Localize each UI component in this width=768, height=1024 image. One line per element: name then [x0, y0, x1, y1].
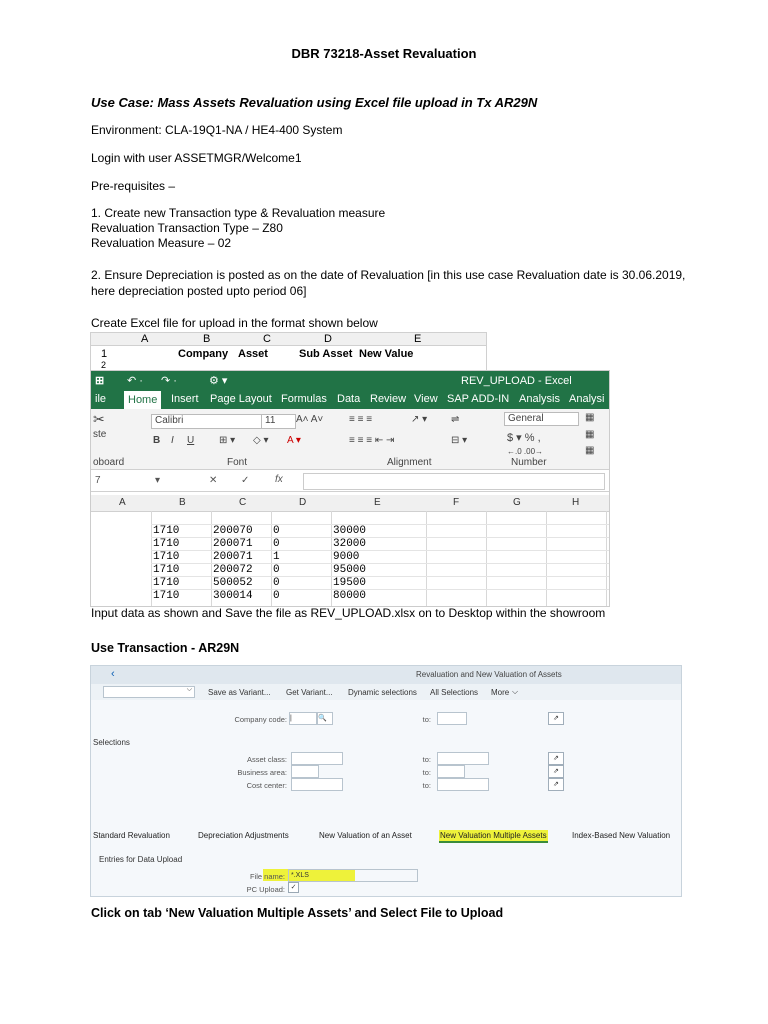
- col-header-c: C: [263, 333, 271, 345]
- number-format-select[interactable]: General: [504, 412, 579, 426]
- asset-class-to-label: to:: [422, 755, 431, 764]
- step2-line2: here depreciation posted upto period 06]: [91, 284, 307, 298]
- company-code-to-input[interactable]: [437, 712, 467, 725]
- format-table-icon[interactable]: ▦: [585, 429, 595, 440]
- prereq-text: Pre-requisites –: [91, 179, 176, 193]
- tab-data[interactable]: Data: [337, 393, 361, 405]
- table-cell[interactable]: 200070: [213, 525, 253, 537]
- group-font: Font: [227, 457, 248, 468]
- input-note: Input data as shown and Save the file as REV_UPLOAD.xlsx on to Desktop within the showroom: [91, 606, 606, 620]
- page-title: DBR 73218-Asset Revaluation: [291, 46, 477, 61]
- business-area-input[interactable]: [291, 765, 319, 778]
- orientation-icon[interactable]: ↗ ▾: [411, 414, 428, 425]
- table-cell[interactable]: 30000: [333, 525, 367, 537]
- group-number: Number: [511, 457, 547, 468]
- use-transaction-heading: Use Transaction - AR29N: [91, 641, 240, 655]
- col-h: H: [572, 497, 580, 508]
- tab-new-valuation-asset[interactable]: New Valuation of an Asset: [319, 831, 412, 840]
- cost-center-to-input[interactable]: [437, 778, 489, 791]
- col-e: E: [374, 497, 381, 508]
- row-header-1: 1: [101, 348, 108, 360]
- table-cell[interactable]: 95000: [333, 564, 367, 576]
- align-top-icon[interactable]: ≡ ≡ ≡: [349, 414, 373, 425]
- asset-class-input[interactable]: [291, 752, 343, 765]
- create-excel-text: Create Excel file for upload in the format shown below: [91, 316, 378, 330]
- asset-class-multi-icon[interactable]: ⇗: [548, 752, 564, 765]
- selections-heading: Selections: [93, 738, 130, 747]
- asset-class-to-input[interactable]: [437, 752, 489, 765]
- sap-screen: [90, 665, 682, 897]
- table-cell[interactable]: 0: [273, 577, 280, 589]
- excel-window-title: REV_UPLOAD - Excel: [461, 375, 572, 387]
- login-text: Login with user ASSETMGR/Welcome1: [91, 151, 302, 165]
- table-cell[interactable]: 1710: [153, 590, 180, 602]
- step1-line3: Revaluation Measure – 02: [91, 236, 232, 250]
- tab-index-based[interactable]: Index-Based New Valuation: [572, 831, 671, 840]
- use-case-heading: Use Case: Mass Assets Revaluation using Excel file upload in Tx AR29N: [91, 95, 538, 110]
- cancel-icon[interactable]: ✕: [209, 475, 218, 486]
- table-cell[interactable]: 1710: [153, 551, 180, 563]
- sap-screen-title: Revaluation and New Valuation of Assets: [416, 670, 562, 679]
- underline-icon[interactable]: U: [187, 435, 195, 446]
- group-clipboard: oboard: [93, 457, 125, 468]
- table-cell[interactable]: 300014: [213, 590, 253, 602]
- multi-select-icon[interactable]: ⇗: [548, 712, 564, 725]
- currency-icon[interactable]: $ ▾ % ,: [507, 432, 541, 444]
- cost-center-to-label: to:: [422, 781, 431, 790]
- sap-tab-row: [91, 826, 681, 844]
- cell-styles-icon[interactable]: ▦: [585, 445, 595, 456]
- environment-text: Environment: CLA-19Q1-NA / HE4-400 System: [91, 123, 343, 137]
- more-chevron-icon: ⌵: [512, 687, 519, 696]
- formula-input[interactable]: [303, 473, 605, 490]
- quick-access-icon[interactable]: ⚙ ▾: [209, 375, 228, 387]
- get-variant-button[interactable]: Get Variant...: [286, 688, 333, 697]
- company-code-input[interactable]: |: [289, 712, 317, 725]
- click-note: Click on tab ‘New Valuation Multiple Assets’ and Select File to Upload: [91, 906, 504, 920]
- fill-color-icon[interactable]: ◇ ▾: [253, 435, 269, 446]
- table-cell[interactable]: 1710: [153, 525, 180, 537]
- table-cell[interactable]: 0: [273, 538, 280, 550]
- pc-upload-label: PC Upload:: [246, 885, 285, 894]
- ribbon-home: [91, 409, 609, 470]
- name-box-dropdown-icon[interactable]: ▾: [155, 475, 161, 486]
- fx-icon[interactable]: fx: [275, 474, 283, 485]
- entries-heading: Entries for Data Upload: [99, 855, 183, 864]
- column-headers: [91, 495, 609, 512]
- table-cell[interactable]: 200072: [213, 564, 253, 576]
- table-cell[interactable]: 1: [273, 551, 280, 563]
- dynamic-selections-button[interactable]: Dynamic selections: [348, 688, 417, 697]
- bold-icon[interactable]: B: [153, 435, 161, 446]
- cost-center-multi-icon[interactable]: ⇗: [548, 778, 564, 791]
- col-f: F: [453, 497, 460, 508]
- tab-formulas[interactable]: Formulas: [281, 393, 327, 405]
- more-button[interactable]: More: [491, 688, 510, 697]
- variant-select[interactable]: [103, 686, 195, 698]
- table-cell[interactable]: 19500: [333, 577, 367, 589]
- tab-file[interactable]: ile: [95, 393, 107, 405]
- tab-page-layout[interactable]: Page Layout: [210, 393, 272, 405]
- tab-new-valuation-multiple[interactable]: New Valuation Multiple Assets: [439, 830, 548, 843]
- excel-window: [90, 370, 610, 607]
- italic-icon[interactable]: I: [171, 435, 174, 446]
- table-cell[interactable]: 1710: [153, 564, 180, 576]
- step1-line2: Revaluation Transaction Type – Z80: [91, 221, 283, 235]
- excel-title-bar: [91, 371, 609, 391]
- table-cell[interactable]: 200071: [213, 538, 253, 550]
- align-left-icon[interactable]: ≡ ≡ ≡ ⇤ ⇥: [349, 435, 395, 446]
- tab-sap-add-in[interactable]: SAP ADD-IN: [447, 393, 510, 405]
- table-cell[interactable]: 0: [273, 590, 280, 602]
- merge-icon[interactable]: ⊟ ▾: [451, 435, 468, 446]
- tab-analysis[interactable]: Analysis: [519, 393, 560, 405]
- file-name-label: File name:: [249, 872, 285, 881]
- table-cell[interactable]: 0: [273, 525, 280, 537]
- table-cell[interactable]: 80000: [333, 590, 367, 602]
- pc-upload-checkbox[interactable]: ✓: [288, 882, 299, 893]
- col-header-b: B: [203, 333, 211, 345]
- font-color-icon[interactable]: A ▾: [287, 435, 301, 446]
- sap-toolbar: [91, 684, 681, 700]
- borders-icon[interactable]: ⊞ ▾: [219, 435, 236, 446]
- asset-class-label: Asset class:: [246, 755, 287, 764]
- col-header-e: E: [414, 333, 422, 345]
- redo-icon[interactable]: ↷ ·: [161, 375, 177, 387]
- undo-icon[interactable]: ↶ ·: [127, 375, 143, 387]
- table-cell[interactable]: 9000: [333, 551, 360, 563]
- table-cell[interactable]: 1710: [153, 538, 180, 550]
- excel-logo-icon: ⊞: [95, 375, 105, 387]
- all-selections-button[interactable]: All Selections: [430, 688, 479, 697]
- step2-line1: 2. Ensure Depreciation is posted as on the date of Revaluation [in this use case Revaluation date is 30.06.2019,: [91, 268, 686, 282]
- sap-header-bar: [91, 666, 681, 684]
- tab-review[interactable]: Review: [370, 393, 407, 405]
- group-alignment: Alignment: [387, 457, 432, 468]
- header-new-value: New Value: [359, 348, 414, 360]
- table-cell[interactable]: 500052: [213, 577, 253, 589]
- grow-font-icon[interactable]: A˄ A˅: [296, 414, 324, 425]
- company-code-label: Company code:: [234, 715, 287, 724]
- font-name-select[interactable]: Calibri: [151, 414, 266, 429]
- col-c: C: [239, 497, 247, 508]
- business-area-multi-icon[interactable]: ⇗: [548, 765, 564, 778]
- header-company: Company: [178, 348, 229, 360]
- decimal-icon[interactable]: ←.0 .00→: [507, 447, 544, 456]
- col-g: G: [513, 497, 521, 508]
- excel-data-grid[interactable]: [151, 511, 609, 606]
- tab-view[interactable]: View: [414, 393, 438, 405]
- table-cell[interactable]: 200071: [213, 551, 253, 563]
- business-area-to-input[interactable]: [437, 765, 465, 778]
- tab-standard-revaluation[interactable]: Standard Revaluation: [93, 831, 170, 840]
- col-a: A: [119, 497, 126, 508]
- search-icon: 🔍: [318, 715, 327, 722]
- enter-icon[interactable]: ✓: [241, 475, 250, 486]
- col-header-d: D: [324, 333, 332, 345]
- ribbon-tabs: [91, 391, 609, 409]
- col-d: D: [299, 497, 307, 508]
- table-cell[interactable]: 32000: [333, 538, 367, 550]
- step1-line1: 1. Create new Transaction type & Revaluation measure: [91, 206, 386, 220]
- company-code-search[interactable]: [317, 712, 333, 725]
- col-header-a: A: [141, 333, 149, 345]
- column-header-row: [91, 333, 486, 346]
- table-cell[interactable]: 1710: [153, 577, 180, 589]
- business-area-label: Business area:: [237, 768, 287, 777]
- tab-insert[interactable]: Insert: [171, 393, 199, 405]
- font-size-select[interactable]: 11: [261, 414, 296, 429]
- conditional-format-icon[interactable]: ▦: [585, 412, 595, 423]
- tab-analysis-2[interactable]: Analysi: [569, 393, 605, 405]
- cost-center-label: Cost center:: [246, 781, 287, 790]
- formula-bar: [91, 471, 609, 492]
- excel-header-strip: [90, 332, 487, 372]
- table-cell[interactable]: 0: [273, 564, 280, 576]
- header-asset: Asset: [238, 348, 268, 360]
- cut-icon[interactable]: ✂: [93, 411, 105, 427]
- file-name-input[interactable]: *.XLS: [288, 869, 418, 882]
- row-header-2: 2: [101, 360, 107, 370]
- header-sub-asset: Sub Asset: [299, 348, 353, 360]
- wrap-text-icon[interactable]: ⇌: [451, 414, 460, 425]
- chevron-down-icon: ⌵: [186, 686, 192, 693]
- paste-icon[interactable]: ste: [93, 429, 107, 440]
- save-variant-button[interactable]: Save as Variant...: [208, 688, 271, 697]
- back-icon[interactable]: ‹: [111, 668, 115, 680]
- business-area-to-label: to:: [422, 768, 431, 777]
- cost-center-input[interactable]: [291, 778, 343, 791]
- tab-home[interactable]: Home: [124, 391, 161, 409]
- tab-depreciation-adjustments[interactable]: Depreciation Adjustments: [198, 831, 289, 840]
- col-b: B: [179, 497, 186, 508]
- name-box[interactable]: 7: [95, 475, 101, 486]
- company-code-to-label: to:: [422, 715, 431, 724]
